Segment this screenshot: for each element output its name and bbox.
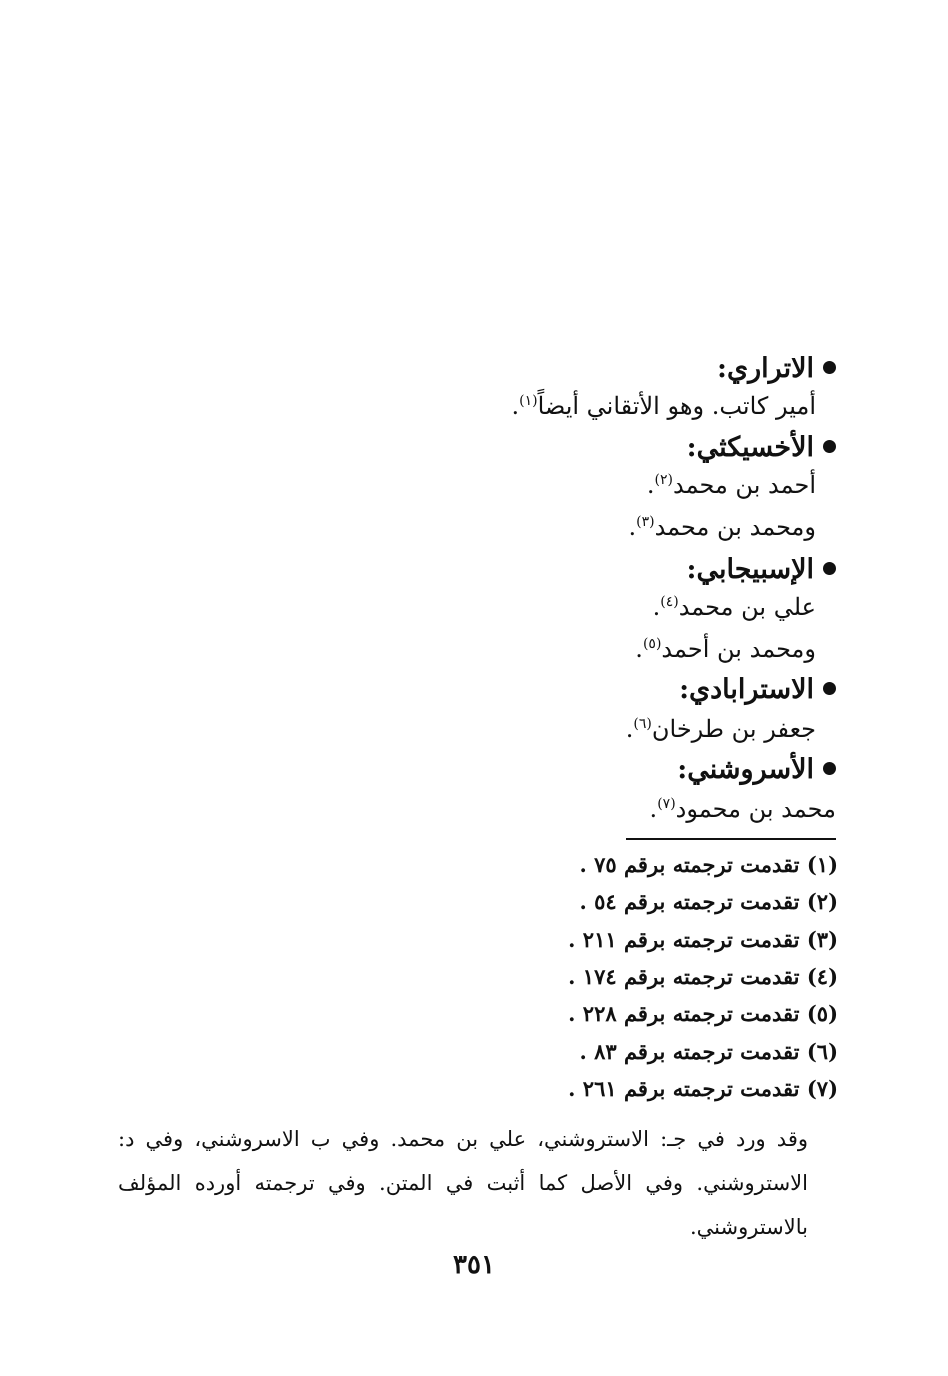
bullet-icon [823,562,836,575]
footnote-ref: (٣) [636,514,655,530]
footnote-ref: (٦) [633,716,652,732]
footnote: (٣) تقدمت ترجمته برقم ٢١١ . [568,927,838,952]
footnote-ref: (٢) [654,472,673,488]
footnote: (٥) تقدمت ترجمته برقم ٢٢٨ . [568,1001,838,1026]
entry-line: أمير كاتب. وهو الأتقاني أيضاً$^{(١)}$. [511,392,816,420]
section-heading: الإسبيجابي: [687,550,836,590]
footnote-remark: وقد ورد في جـ: الاستروشني، علي بن محمد. وفي ب الاسروشني، وفي د: الاستروشني. وفي الأصل كما أثبت في المتن. وفي ترجمته أورده المؤلف بالاستروشني. [118,1127,808,1239]
section-heading: الأخسيكثي: [687,428,836,468]
footnote: (٧) تقدمت ترجمته برقم ٢٦١ . [568,1076,838,1101]
footnote-ref: (١) [519,393,538,409]
footnote-ref: (٥) [642,636,662,652]
entry-line: محمد بن محمود$^{(٧)}$. [649,795,836,823]
footnote: (٤) تقدمت ترجمته برقم ١٧٤ . [568,964,838,989]
section-heading: الاسترابادي: [679,670,836,710]
entry-line: ومحمد بن أحمد$^{(٥)}$. [635,635,816,663]
footnote: (٢) تقدمت ترجمته برقم ٥٤ . [579,889,838,914]
section-heading: الأسروشني: [677,750,836,790]
section-heading: الاتراري: [717,349,836,389]
bullet-icon [823,762,836,775]
footnote-separator [626,838,836,840]
footnote: (٦) تقدمت ترجمته برقم ٨٣ . [579,1039,838,1064]
entry-line: علي بن محمد$^{(٤)}$. [652,593,816,621]
bullet-icon [823,682,836,695]
footnote: (١) تقدمت ترجمته برقم ٧٥ . [579,852,838,877]
entry-line: جعفر بن طرخان$^{(٦)}$. [625,715,816,743]
page-number: ٣٥١ [453,1250,495,1280]
bullet-icon [823,361,836,374]
footnote-ref: (٤) [660,594,679,610]
entry-line: ومحمد بن محمد$^{(٣)}$. [628,513,816,541]
bullet-icon [823,440,836,453]
entry-line: أحمد بن محمد$^{(٢)}$. [646,471,816,499]
footnote-ref: (٧) [657,796,676,812]
